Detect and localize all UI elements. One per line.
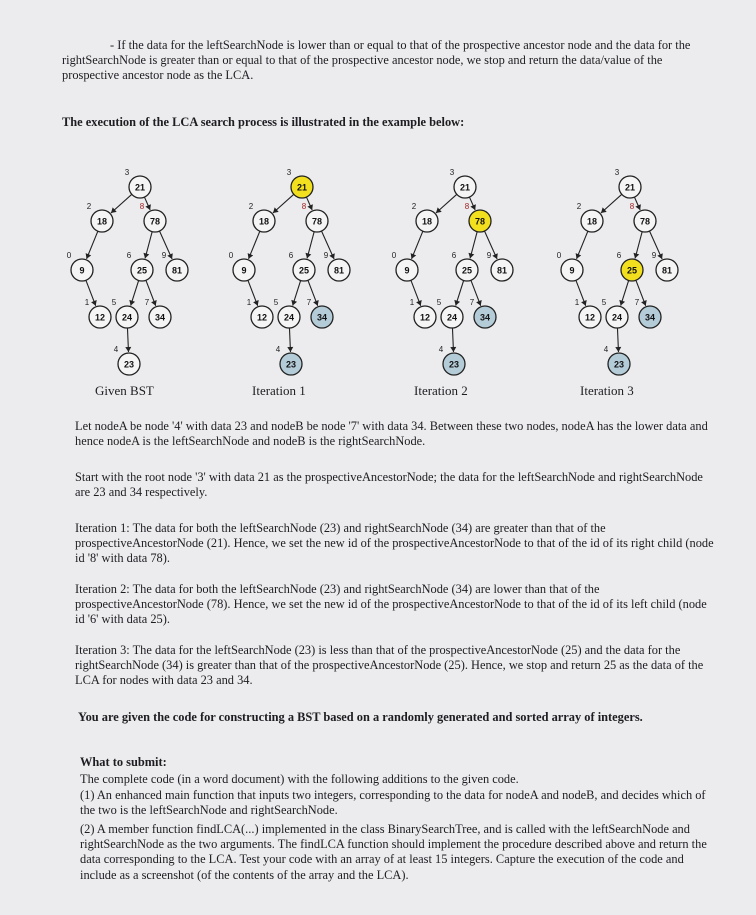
- paragraph-iteration-1: Iteration 1: The data for both the leftSearchNode (23) and rightSearchNode (34) are greater than that of the prospectiveAncestorNode (21). Hence, we set the new id of the prospectiveAncestorNode to that of the id of its right child (node id '8' with data 78).: [75, 521, 714, 566]
- node-value: 23: [448, 359, 460, 370]
- node-id: 8: [301, 202, 307, 211]
- node-id: 0: [228, 251, 234, 260]
- node-value: 81: [661, 265, 673, 276]
- node-id: 0: [66, 251, 72, 260]
- caption-given-bst: Given BST: [95, 383, 154, 398]
- node-id: 5: [273, 298, 279, 307]
- node-id: 7: [144, 298, 150, 307]
- node-value: 18: [96, 216, 108, 227]
- node-id: 8: [139, 202, 145, 211]
- edge-arrow: [468, 253, 474, 259]
- edge-arrow: [305, 253, 311, 259]
- node-value: 23: [613, 359, 625, 370]
- node-id: 7: [634, 298, 640, 307]
- bst-diagrams: [0, 145, 756, 405]
- submit-item-2: (2) A member function findLCA(...) implemented in the class BinarySearchTree, and is called with the leftSearchNode and rightSearchNode as the two arguments. The findLCA function should implement the procedure described above and return the data corresponding to the LCA. Test your code with an array of at least 15 integers. Capture the execution of the code and include as a screenshot (of the contents of the array and the LCA).: [80, 822, 707, 882]
- node-id: 0: [391, 251, 397, 260]
- edge-arrow: [615, 347, 621, 352]
- node-value: 25: [461, 265, 473, 276]
- submit-heading: What to submit:: [80, 755, 167, 769]
- node-id: 9: [161, 251, 167, 260]
- edge-arrow: [450, 347, 456, 352]
- node-value: 78: [149, 216, 161, 227]
- node-id: 2: [576, 202, 582, 211]
- node-value: 12: [584, 312, 596, 323]
- node-value: 18: [258, 216, 270, 227]
- paragraph-start-root: Start with the root node '3' with data 21 as the prospectiveAncestorNode; the data for the leftSearchNode and rightSearchNode are 23 and 34 respectively.: [75, 470, 703, 500]
- node-id: 2: [411, 202, 417, 211]
- node-id: 6: [126, 251, 132, 260]
- node-id: 5: [601, 298, 607, 307]
- node-id: 1: [84, 298, 90, 307]
- node-id: 6: [288, 251, 294, 260]
- node-id: 6: [451, 251, 457, 260]
- node-value: 24: [283, 312, 295, 323]
- node-id: 5: [111, 298, 117, 307]
- node-value: 78: [474, 216, 486, 227]
- node-id: 2: [86, 202, 92, 211]
- bst-diagram: [392, 168, 513, 375]
- node-id: 0: [556, 251, 562, 260]
- node-value: 9: [241, 265, 247, 276]
- node-id: 4: [603, 345, 609, 354]
- node-value: 21: [459, 182, 471, 193]
- node-value: 21: [624, 182, 636, 193]
- node-value: 81: [171, 265, 183, 276]
- node-value: 24: [611, 312, 623, 323]
- node-value: 24: [121, 312, 133, 323]
- node-value: 24: [446, 312, 458, 323]
- submit-item-1: (1) An enhanced main function that inputs two integers, corresponding to the data for nodeA and nodeB, and decides which of the two is the leftSearchNode and rightSearchNode.: [80, 788, 706, 818]
- node-value: 23: [285, 359, 297, 370]
- bst-diagram: [67, 168, 188, 375]
- node-value: 25: [136, 265, 148, 276]
- node-id: 8: [464, 202, 470, 211]
- paragraph-iteration-2: Iteration 2: The data for both the leftSearchNode (23) and rightSearchNode (34) are lower than that of the prospectiveAncestorNode (78). Hence, we set the new id of the prospectiveAncestorNode to that of the id of its left child (node id '6' with data 25).: [75, 582, 707, 627]
- submit-intro: The complete code (in a word document) with the following additions to the given code.: [80, 772, 519, 786]
- node-value: 9: [404, 265, 410, 276]
- node-id: 3: [449, 168, 455, 177]
- caption-iteration-3: Iteration 3: [580, 383, 634, 398]
- paragraph-iteration-3: Iteration 3: The data for the leftSearchNode (23) is less than that of the prospectiveAncestorNode (25) and the data for the rightSearchNode (34) is greater than that of the prospectiveAncestorNode (25). Hence, we stop and return 25 as the data of the LCA for nodes with data 23 and 34.: [75, 643, 704, 688]
- node-id: 6: [616, 251, 622, 260]
- node-id: 4: [275, 345, 281, 354]
- node-value: 81: [496, 265, 508, 276]
- node-value: 23: [123, 359, 135, 370]
- node-value: 25: [298, 265, 310, 276]
- node-id: 8: [629, 202, 635, 211]
- node-value: 34: [644, 312, 656, 323]
- bst-diagram: [229, 168, 350, 375]
- edge-arrow: [143, 253, 149, 259]
- paragraph-given-code: You are given the code for constructing a BST based on a randomly generated and sorted array of integers.: [78, 710, 643, 724]
- node-id: 7: [306, 298, 312, 307]
- node-value: 34: [154, 312, 166, 323]
- node-value: 25: [626, 265, 638, 276]
- node-value: 18: [586, 216, 598, 227]
- node-value: 9: [79, 265, 85, 276]
- node-id: 3: [286, 168, 292, 177]
- node-value: 34: [479, 312, 491, 323]
- node-id: 1: [574, 298, 580, 307]
- bst-diagram: [557, 168, 678, 375]
- node-id: 5: [436, 298, 442, 307]
- node-id: 7: [469, 298, 475, 307]
- node-id: 9: [323, 251, 329, 260]
- node-id: 4: [113, 345, 119, 354]
- edge-arrow: [125, 347, 131, 352]
- node-value: 78: [639, 216, 651, 227]
- node-value: 12: [94, 312, 106, 323]
- node-value: 12: [419, 312, 431, 323]
- node-value: 18: [421, 216, 433, 227]
- node-id: 4: [438, 345, 444, 354]
- node-value: 9: [569, 265, 575, 276]
- node-value: 12: [256, 312, 268, 323]
- node-value: 81: [333, 265, 345, 276]
- node-id: 3: [614, 168, 620, 177]
- node-value: 78: [311, 216, 323, 227]
- node-value: 21: [134, 182, 146, 193]
- paragraph-nodes-defined: Let nodeA be node '4' with data 23 and nodeB be node '7' with data 34. Between these two nodes, nodeA has the lower data and hence nodeA is the leftSearchNode and nodeB is the rightSearchNode.: [75, 419, 708, 449]
- caption-iteration-1: Iteration 1: [252, 383, 306, 398]
- node-value: 34: [316, 312, 328, 323]
- node-id: 2: [248, 202, 254, 211]
- node-id: 1: [246, 298, 252, 307]
- edge-arrow: [287, 347, 293, 352]
- node-value: 21: [296, 182, 308, 193]
- lca-stop-rule: - If the data for the leftSearchNode is lower than or equal to that of the prospective ancestor node and the data for the rightSearchNode is greater than or equal to that of the prospective ancestor node, we stop and return the data/value of the prospective ancestor node as the LCA.: [62, 38, 691, 83]
- node-id: 1: [409, 298, 415, 307]
- node-id: 3: [124, 168, 130, 177]
- example-heading: The execution of the LCA search process is illustrated in the example below:: [62, 115, 465, 129]
- node-id: 9: [651, 251, 657, 260]
- edge-arrow: [633, 253, 639, 259]
- caption-iteration-2: Iteration 2: [414, 383, 468, 398]
- node-id: 9: [486, 251, 492, 260]
